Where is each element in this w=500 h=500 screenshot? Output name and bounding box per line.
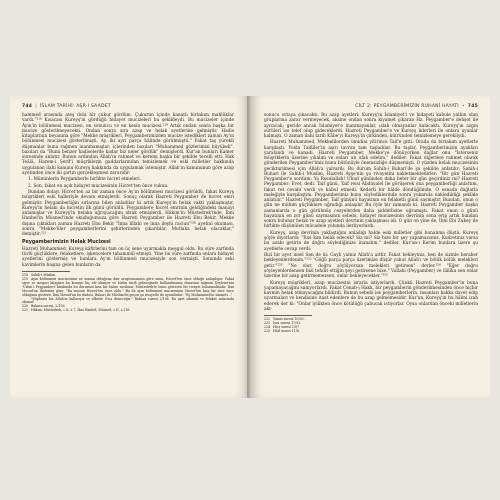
paragraph: 2. Son, fakat en açık hidayet mucizesinin Hicret'ten önce vukuu. — [28, 183, 169, 189]
left-header-title: İSLAM TARİHİ: AŞR-I SAADET — [39, 104, 111, 109]
footnote-number: 218 — [22, 272, 29, 277]
left-running-head — [22, 104, 234, 109]
footnote — [264, 330, 478, 334]
footnote-number: 225 — [264, 328, 271, 333]
paragraph: 1. Müminlerin Peygamberle birlikte hicret etmeleri. — [28, 177, 142, 183]
footnote-text: Sahih-i Müslim. — [31, 272, 57, 277]
right-running-head — [264, 104, 478, 109]
footnote-number: 222 — [264, 317, 271, 321]
left-page-number: 744 — [22, 104, 33, 109]
footnote-number: 220 — [22, 304, 29, 309]
paragraph: Hazreti Muhammed, Kureyş kâfirlerini tam on üç sene uyarmakla meşgul oldu. Bu süre zarfında türlü güçlüklere, felaketlere, işkencelere tahammül etmişti. Yine bu süre zarfında onlara hidayet ayetlerini göstermiş ve bunlara Ay'ın bölünmesi mucizesiyle son vermişti. Sonunda eski kavimlerin başına gelen bunların da — [22, 246, 234, 268]
right-page — [250, 96, 490, 398]
footnote-number: 224 — [264, 324, 271, 329]
right-body-text — [264, 113, 478, 312]
footnote — [22, 309, 234, 313]
footnote-text: Hicr suresi 15/7. — [273, 324, 301, 329]
paragraph: Bundan dolayı Hicret'ten az bir zaman önce Ay'ın bölünmesi mucizesi görüldü, fakat Kureyş müşrikleri eski halleriyle devam etmişlerdi. Sonuç olarak Hazreti Peygamber de hicret emri gelmiştir. Peygamberliğin sırlarına bilen anladılar ki artık Kureyş'in helak vakti yaklaşmıştır. Kureyş'in helakı da hicretin ilk günü görüldü. Peygambere hicret emrinin geldiğindeki manayı anlamışlar ve Kureyş'in helaka uğrayacağını idrak etmişlerdi. Hâkim'in Müstedrek'inde, İbni Hanbel'in Müsned'inde okuduğumuza göre Hazreti Peygamber ile Hazreti Ebu Bekir, Mekke dışına çıktıkları zaman Hazreti Ebu Bekir "İnna lillahi ve inna ileyhi raciun"²²⁰ ayetini okuması, sonra "Mekke'liler peygamberlerini şehirlerinden çıkardılar. Mutlaka helak olacaklar," demiştir.²²¹ — [22, 190, 234, 238]
footnote-text: İsra suresi 17/92. — [273, 320, 302, 325]
left-page — [10, 96, 250, 398]
footnote-text: Yunus suresi 10/20. — [273, 317, 305, 321]
section-heading: Peygamberimizin Helak Mucizesi — [22, 240, 111, 246]
footnote — [22, 278, 234, 298]
paragraph: Kureyş müşrikleri, azap mucizesini israrla istiyorlardı. Çünkü Hazreti Peygamber'in buna yapamayacağını sanıyorlardı. Fakat Cenab-ı Hakk, bir peygamberin gönderilmesinden önce hiçbir kavmin helak olmayacağını bildirdi. Bunun sebebi ise peygamberlerin, insanları hakka davet edip uyarmaları ve kendisine itaat edenlere de bu azap gelmemesidir. Kur'an, Kureyş'in bu hâlini izah ederek der ki: "Onlar iyilikten önce kötülüğü çabucak istiyorlar. Oysa onlardan önceki milletlerin akı- — [264, 280, 478, 312]
left-body-text — [22, 113, 234, 268]
paragraph: Kureyş, azap devrinin yaklaştığını anladığı halde eski milletler gibi bunalıma düştü. Kureyş şöyle diyorlardı: "Bizi kim helak edecek? Siz mi? Siz bize bir şey yapamazsınız. Kudretiniz varsa bu azabı getirin de doğru söylediğinize inanalım." dediler. Kur'an-ı Kerim bunlara üzere şu ayetlerle cevap verdi: — [264, 230, 478, 252]
footnote-number: 223 — [264, 320, 271, 325]
paragraph: Bizi bir ayet insel Sen de ki: Gayb yalnız Allah'a aittir. Fakat bekleyiniz, ben de sizinle beraber bekleyenlerdenim."²²² "Göğü parça parça üzerimize düşür yahut Allah'ı ve bölük bölük melekleri getir."²²³ "Ne olur, doğru söylüyorsan melekleri getirsen" derler.²²⁴ "Eğer doğru söyleyenlerdensen bizi tehdit ettiğin şeyi getirsene bize." Vallahi (Peygamber) ve ilâlika sen onlar üzerine bir azap getirmemezsen, onlar bekleyecekler."²²⁵ — [264, 253, 478, 280]
footnote-number: 221 — [22, 308, 29, 313]
left-header-separator: | — [35, 104, 37, 109]
footnote-text: Hûd suresi 11/8. — [273, 328, 300, 333]
paragraph: Hazreti Muhammed, Mekkelilerden ümidini yitirince Taif'e gitti. Orada da birtakım ayetlerle karşılaştı. Yolda Taifliler'in aşırı tavrını tam taşladılar. Bu taşlar, Peygamberimizin ayakları yaralandı ve kanadı. Hazreti Peygamber, Mekke'ye dönüyorken dağlar onu "İsterseniz müşriklerin üzerine yıkalım ve onları un ufak edelim," dediler. Fakat diğerlere rahmet olarak gönderilen Peygamber'imiz bunu bütünüyle önemsizliğe düşmemişti. O yüzden helak mucizesinin gecikturilmesi için Allah'a yalvardı. Bu durum Sahih-i Buhari'de şu şekilde anlatılır: Sahih-i Buhari ile Sahih-i Müslim, Hazreti Ayşe'nin şu rivayetini nakletmektedirler: "Bir gün Hazreti Peygamber'e sordum: Ya Resulallah! Uhud gününden daha beter bir gün geçirdiniz mi? Hazreti Peygamber: Evet, dedi. Taif günü, Taif reisi Abdüyalel ile görüşerek ona peygamberliği anlattım, fakat ret cevabı verdi ve kabul etmedi. Kederli bir hâlde döndüğümde. O esnada dağlarla meleğiyle karşılaştım. Peygamberimiz bunu söylediklerinde sonra yukarıda nakledildiği şekilde anlatılır." Hazreti Peygamber, Taif gününü hayatının en felaketli günü saymıştır. Bundan, onun o gün ne mühim güçlüklere uğradığı anlaşılır. Bu öyle bir zamandı ki, Hazreti Peygamber başka zamanlarda o gün görülmüş cezyelerden daha şiddetlisine uğramıştı. Fakat onun o günü hayatının en zor günü saymasının sebebi, hidayet mucizesinin devrinin sona erip artık bundan sonra bulunar helak ve azap ayetleri devrinin yaklaşması idi. O gün on yine de, İbni Ebi Zubey ile birlikte düşünülen mücadele yolunda ilerliyorlardı. — [264, 140, 478, 230]
footnote-text: "Şüphesiz biz Allah'ın kullarıyız ve elbette O'na döneceğiz." Bakara suresi 2/156. Bu ayet sıkıntılı ve felaket anlarında okunur. — [22, 296, 234, 305]
footnote-divider — [22, 271, 70, 272]
right-header-separator: • — [461, 104, 465, 109]
right-page-number: 745 — [467, 104, 478, 109]
footnote-text: Hâkim, Müstedrek, c.II, s.7; İbni Hanbel, Müsned, c.II, s.216. — [31, 308, 131, 313]
footnote-text: Bakara suresi, 2/156. — [31, 304, 66, 309]
right-footnotes — [264, 318, 478, 334]
paragraph: hammed arasında ateş dolu bir çukur gördüm. Çukurun içinde kanatlı birtakım mahlûklar vardı."²¹⁸ Kısacası Kureyş'in gördüğü hidayet mucizeleri bu şekildeydi. Bu mucizeler içinde Âyin'in bölünmesi mucizesi, en sonuncu ve en kesin mucizesi.²¹⁹ Artık ondan sonra başka bir mucize gösterilmeyecekti. Ondan sonra sıra azap ve helak ayetlerine gelmiştir. Hadis kitaplarının beyanına göre "Mekke müşrikleri, Peygamberimizden mucize istedikleri zaman Ay'ın bölünmesi mucizesi gösterilmişti. Ay, iki ayrı parça hâlinde görülmüştü." Fakat taş yürekli düşmanlar buna rağmen inanmamışlar; içlerinden bazıları "Muhammed gözlerimizi büyüledi", bazıları da "Buna benzer hadiselerde kadar biz neler gördük" demişlerdi. Kur'an bunları Kamer suresinde anlatır. Bunun ardından Allah'ın rahmet ve keremi başka bir şekilde tecelli etti. Hak Teâlâ, Harem-i Şerif'i müşriklerin gaddarlarından temizlemek ve eski milletler hakkında uygulanan ilahi kanunu Kureyş hakkında da uygulamak istemiştir. Allah'ın kanununun göre azap ayetinden önce iki şartın gerçekleşmesi zaruridir: — [22, 113, 234, 176]
right-header-title: CİLT 2: PEYGAMBERİMİZİN RUHANİ HAYATI — [355, 104, 459, 109]
left-footnotes — [22, 274, 234, 314]
footnote-divider — [264, 315, 312, 316]
paragraph: sonucu ortaya çıkacaktı. Bu azap ayetleri: Kureyş'in İslamiyet'i ve hidayeti kabule yatkın olan gruplarına zarar vermeyecek, aksine ondan sonra kıyamet çıkaran Hz. Peygamber'e dehşet ile ayıracak; geride ancak İslamiyet'e inanmayanlar, ıslah olmayanlar kalacaktı. Kureyş'in azgın sürüleri ise telef olup gideceklerdi. Hazreti Peygamber'e ve Kureyş liderleri ile onlara uyanlar kalmıştı. O zaman ilahi tarih Kâbe'yi Kureyş'in çirkinden, kütründen temizlemeye gerekliydi. — [264, 113, 478, 139]
footnote-number: 219 — [22, 276, 29, 281]
footnote-text: Ayın bölünmesi mucizesinin ne zaman olduğuna dair araştırmamıza göre onun, Hicret'ten önce olduğu anlaşılıyor. Fakat siyer ve megazi kitapları bu konuyu hiç ele almıyor ve bütün tarih geleneğinde kullanılmamış olmasına rağmen Deylemi'nin 'Üslun-i Peygamberi' kitabında bu durumun kısa bir bahse rastlanır. Müstedrek'te bunu gösteren bir rivayet bulunmaktadır. İbni Mesud'un ifadesine göre: "Bu mucize Hicret'ten önce oldu." Bu da ayın bölünmesi mucizesinin Hicret'ten kısa bir süre önce olduğunu gösterir. İbni Mesud'un bu ifadesi, Buhari ile Müslim'de geçen şu rivayetle de uyumludur: "Ey Muhammed'in ümmeti..." — [22, 276, 234, 297]
